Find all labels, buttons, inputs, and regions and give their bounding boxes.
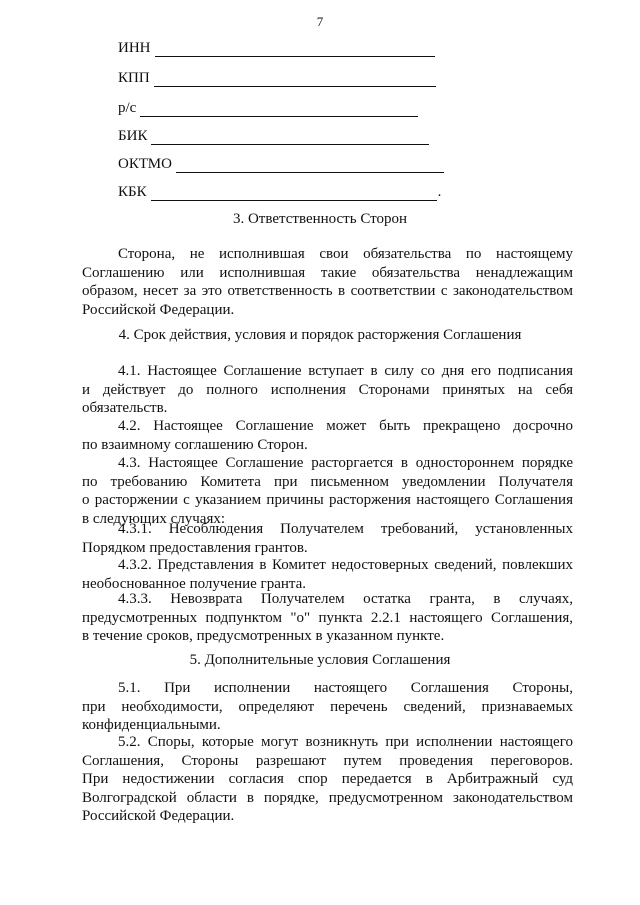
text-line: предусмотренных подпунктом "о" пункта 2.2.1 настоящего Соглашения, bbox=[82, 609, 573, 626]
text-line: Соглашения, Стороны разрешают путем проведения переговоров. bbox=[82, 752, 573, 769]
clause-5-2 bbox=[82, 733, 573, 826]
text-line: 4.3.3. Невозврата Получателем остатка гранта, в случаях, bbox=[118, 591, 573, 607]
clause-5-1 bbox=[82, 679, 573, 735]
kbk-line bbox=[118, 184, 441, 201]
text-line: необоснованное получение гранта. bbox=[82, 575, 307, 592]
kbk-blank bbox=[151, 186, 437, 201]
text-line: при необходимости, определяют перечень сведений, признаваемых bbox=[82, 698, 573, 715]
section-4-heading: 4. Срок действия, условия и порядок расторжения Соглашения bbox=[118, 327, 522, 343]
bik-label: БИК bbox=[118, 128, 148, 144]
text-line: Волгоградской области в порядке, предусмотренном законодательством bbox=[82, 789, 573, 806]
text-line: Российской Федерации. bbox=[82, 301, 235, 318]
clause-4-3 bbox=[82, 454, 573, 528]
text-line: в течение сроков, предусмотренных в указанном пункте. bbox=[82, 628, 445, 644]
text-line: конфиденциальными. bbox=[82, 717, 221, 733]
text-line: 4.3.2. Представления в Комитет недостоверных сведений, повлекших bbox=[118, 557, 573, 573]
clause-4-3-1 bbox=[82, 520, 573, 557]
text-line: 5.2. Споры, которые могут возникнуть при исполнении настоящего bbox=[118, 734, 573, 750]
kpp-label: КПП bbox=[118, 70, 150, 86]
oktmo-line bbox=[118, 156, 444, 173]
clause-4-3-2 bbox=[82, 556, 573, 593]
oktmo-blank bbox=[176, 158, 444, 173]
text-line: по требованию Комитета при письменном уведомлении Получателя bbox=[82, 473, 573, 490]
bik-line bbox=[118, 128, 429, 145]
text-line: о расторжении с указанием причины расторжения настоящего Соглашения bbox=[82, 492, 573, 508]
text-line: по взаимному соглашению Сторон. bbox=[82, 436, 308, 453]
text-line: образом, несет за это ответственность в соответствии с законодательством bbox=[82, 283, 573, 299]
text-line: 4.2. Настоящее Соглашение может быть прекращено досрочно bbox=[118, 418, 573, 434]
rs-line bbox=[118, 100, 418, 117]
text-line: При недостижении согласия спор передается в Арбитражный суд bbox=[82, 771, 573, 787]
text-line: 4.1. Настоящее Соглашение вступает в силу со дня его подписания bbox=[118, 363, 573, 379]
page-number: 7 bbox=[316, 14, 324, 29]
text-line: 4.3. Настоящее Соглашение расторгается в одностороннем порядке bbox=[118, 455, 573, 471]
text-line: 4.3.1. Несоблюдения Получателем требований, установленных bbox=[118, 521, 573, 537]
text-line: 5.1. При исполнении настоящего Соглашения Стороны, bbox=[118, 680, 573, 696]
kpp-blank bbox=[154, 72, 436, 87]
clause-4-1 bbox=[82, 362, 573, 418]
text-line: обязательств. bbox=[82, 400, 168, 416]
text-line: Российской Федерации. bbox=[82, 808, 235, 824]
rs-blank bbox=[140, 102, 418, 117]
kbk-suffix: . bbox=[437, 184, 442, 200]
section-3-heading: 3. Ответственность Сторон bbox=[232, 211, 408, 227]
oktmo-label: ОКТМО bbox=[118, 156, 172, 172]
clause-4-2 bbox=[82, 417, 573, 454]
text-line: Сторона, не исполнившая свои обязательства по настоящему bbox=[118, 246, 573, 262]
section-5-heading: 5. Дополнительные условия Соглашения bbox=[189, 652, 451, 668]
rs-label: р/с bbox=[118, 100, 137, 116]
text-line: Порядком предоставления грантов. bbox=[82, 539, 308, 556]
section-3-paragraph bbox=[82, 245, 573, 319]
inn-blank bbox=[155, 42, 435, 57]
clause-4-3-3 bbox=[82, 590, 573, 646]
text-line: и действует до полного исполнения Сторонами принятых на себя bbox=[82, 381, 573, 398]
bik-blank bbox=[151, 130, 429, 145]
kpp-line bbox=[118, 70, 436, 87]
text-line: Соглашению или исполнившая такие обязательства ненадлежащим bbox=[82, 264, 573, 281]
kbk-label: КБК bbox=[118, 184, 147, 200]
text-line: в следующих случаях: bbox=[82, 510, 226, 527]
inn-line bbox=[118, 40, 435, 57]
inn-label: ИНН bbox=[118, 40, 151, 56]
